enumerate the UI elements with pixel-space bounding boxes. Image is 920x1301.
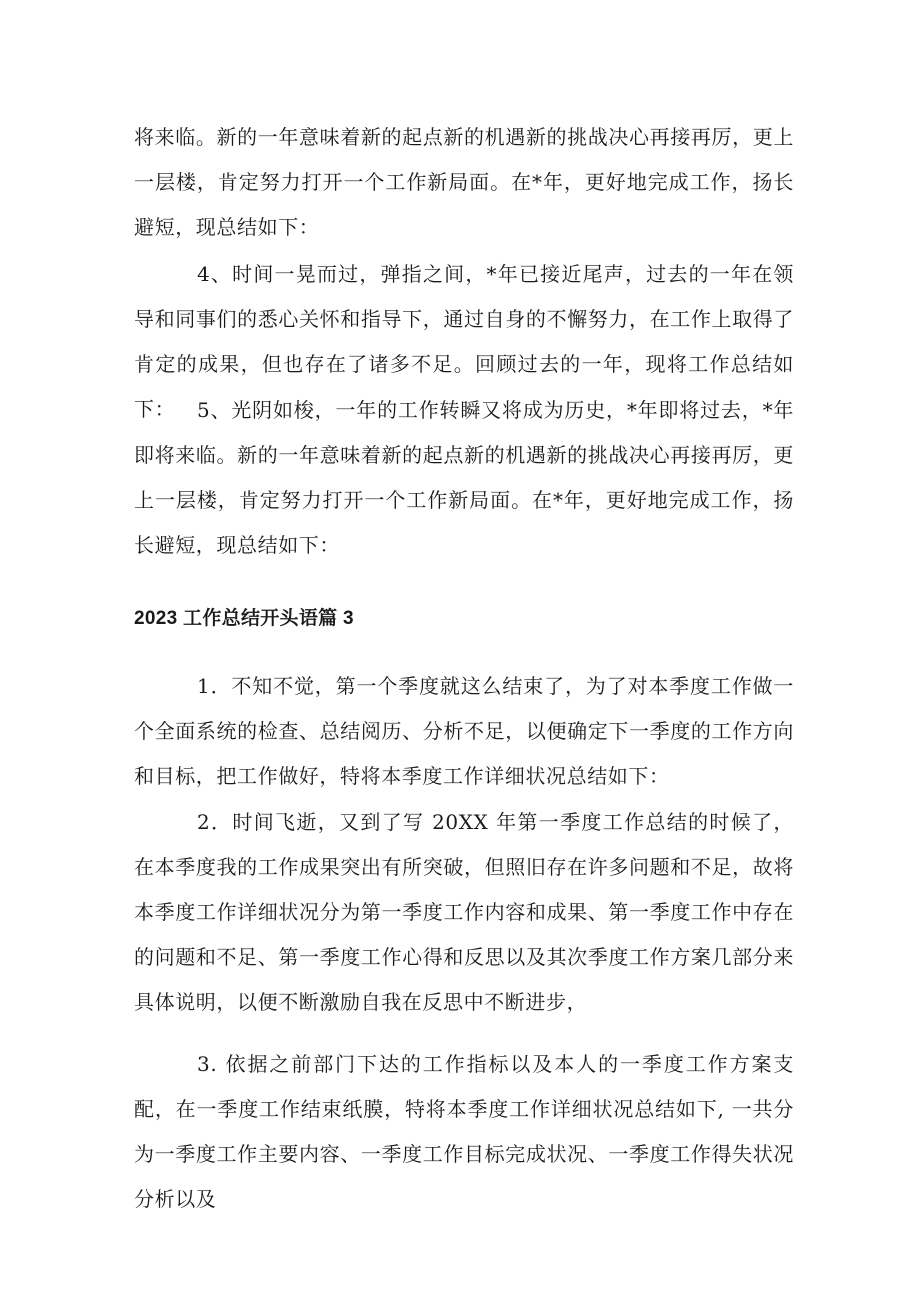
section-paragraph-2: 2．时间飞逝，又到了写 20XX 年第一季度工作总结的时候了，在本季度我的工作成果突出有所突破，但照旧存在许多问题和不足，故将本季度工作详细状况分为第一季度工作内容和成果、第一季度工作中存在的问题和不足、第一季度工作心得和反思以及其次季度工作方案几部分来具体说明，以便不断激励自我在反思中不断进步， [134,810,794,1014]
paragraph-item-5: 5、光阴如梭，一年的工作转瞬又将成为历史，*年即将过去，*年即将来临。新的一年意味着新的起点新的机遇新的挑战决心再接再厉，更上一层楼，肯定努力打开一个工作新局面。在*年，更好地完成工作，扬长避短，现总结如下： [134,398,794,557]
paragraph-continuation: 将来临。新的一年意味着新的起点新的机遇新的挑战决心再接再厉，更上一层楼，肯定努力打开一个工作新局面。在*年，更好地完成工作，扬长避短，现总结如下： [134,125,794,239]
section-paragraph-1: 1．不知不觉，第一个季度就这么结束了，为了对本季度工作做一个全面系统的检查、总结阅历、分析不足，以便确定下一季度的工作方向和目标，把工作做好，特将本季度工作详细状况总结如下： [134,674,794,788]
section-heading: 2023 工作总结开头语篇 3 [134,608,354,629]
section-paragraph-3: 3. 依据之前部门下达的工作指标以及本人的一季度工作方案支配，在一季度工作结束纸膜，特将本季度工作详细状况总结如下, 一共分为一季度工作主要内容、一季度工作目标完成状况、一季度工作得失状况分析以及 [134,1052,794,1211]
paragraph-item-4: 4、时间一晃而过，弹指之间，*年已接近尾声，过去的一年在领导和同事们的悉心关怀和指导下，通过自身的不懈努力，在工作上取得了肯定的成果，但也存在了诸多不足。回顾过去的一年，现将工作总结如下： [134,262,794,421]
